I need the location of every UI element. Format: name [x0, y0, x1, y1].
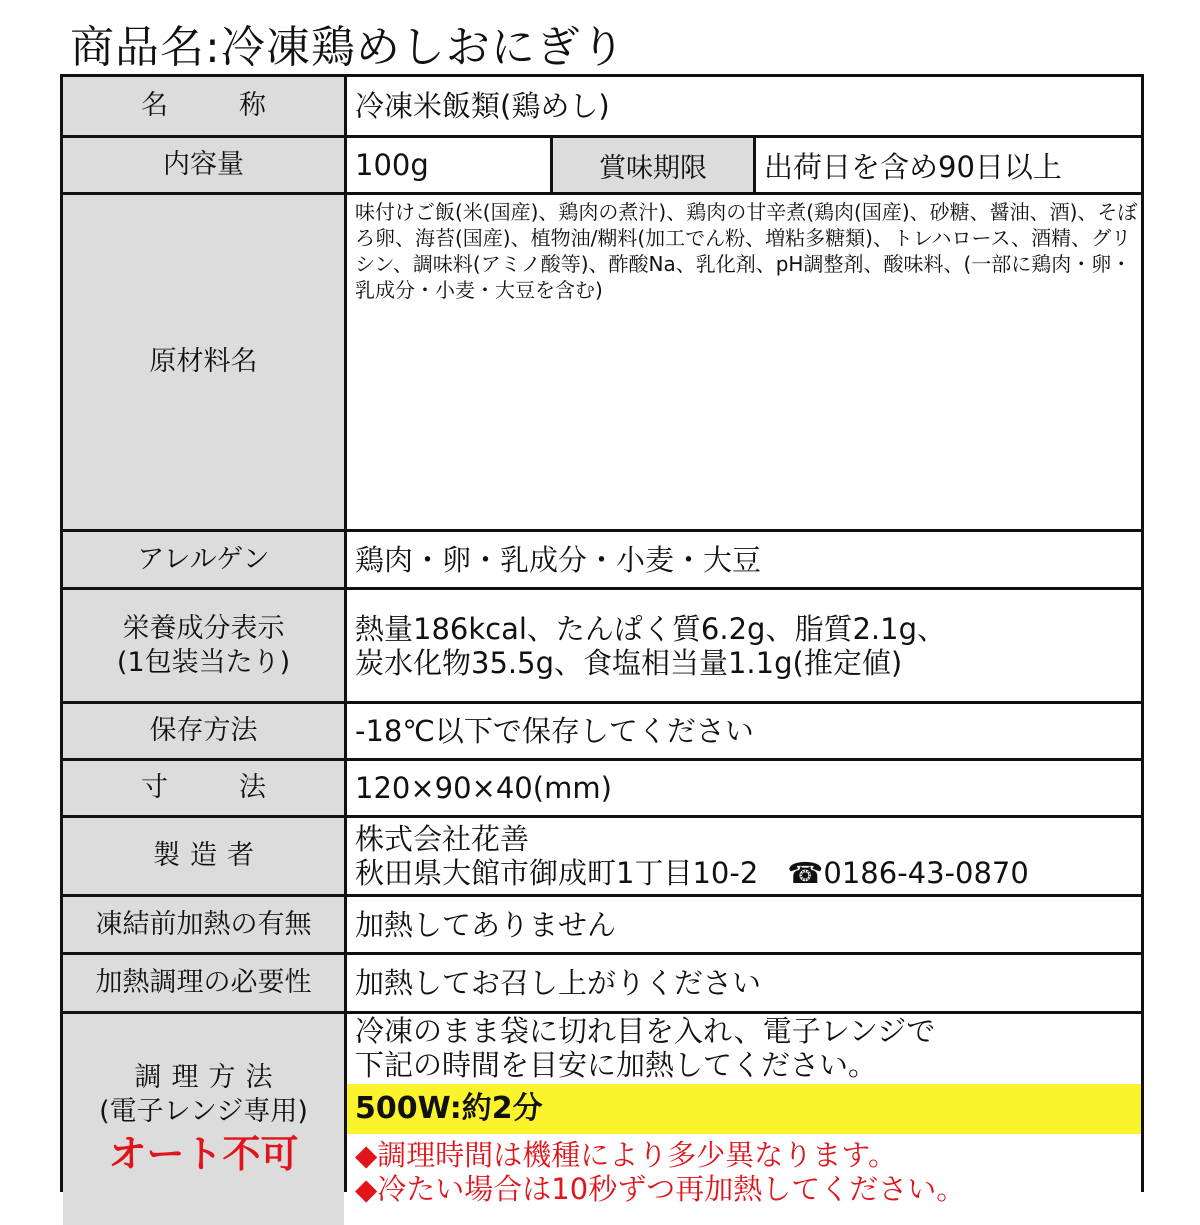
- allergen-value: 鶏肉・卵・乳成分・小麦・大豆: [347, 532, 1141, 587]
- cooking-label: [63, 1014, 344, 1225]
- allergen-label: アレルゲン: [63, 532, 344, 587]
- heat-need-value: 加熱してお召し上がりください: [347, 955, 1141, 1011]
- maker-company: 株式会社花善: [355, 822, 530, 856]
- nutrition-label-1: 栄養成分表示: [122, 612, 285, 644]
- nutrition-label: [63, 590, 344, 701]
- cooking-warning-2: ◆冷たい場合は10秒ずつ再加熱してください。: [355, 1172, 966, 1206]
- page-title: 商品名:冷凍鶏めしおにぎり: [70, 22, 626, 73]
- content-label: 内容量: [63, 138, 344, 192]
- nutrition-label-2: (1包装当たり): [116, 646, 291, 678]
- cooking-line-1: 冷凍のまま袋に切れ目を入れ、電子レンジで: [355, 1014, 936, 1048]
- content-row: [347, 138, 1141, 192]
- ingredients-value: 味付けご飯(米(国産)、鶏肉の煮汁)、鶏肉の甘辛煮(鶏肉(国産)、砂糖、醤油、酒)、そぼろ卵、海苔(国産)、植物油/糊料(加工でん粉、増粘多糖類)、トレハロース、酒精、グリシン、調味料(アミノ酸等)、酢酸Na、乳化剤、pH調整剤、酸味料、(一部に鶏肉・卵・乳成分・小麦・大豆を含む): [347, 195, 1141, 529]
- cooking-line-2: 下記の時間を目安に加熱してください。: [355, 1048, 878, 1082]
- name-label: 名 称: [63, 77, 344, 135]
- cooking-value: [347, 1014, 1141, 1225]
- storage-value: -18℃以下で保存してください: [347, 704, 1141, 758]
- maker-label: 製造者: [63, 818, 344, 894]
- maker-address: 秋田県大館市御成町1丁目10-2 ☎0186-43-0870: [355, 856, 1029, 890]
- expiry-value: 出荷日を含め90日以上: [756, 138, 1141, 192]
- heat-need-label: 加熱調理の必要性: [63, 955, 344, 1011]
- maker-value: [347, 818, 1141, 894]
- nutrition-value: [347, 590, 1141, 701]
- cooking-auto-warning: オート不可: [108, 1131, 299, 1176]
- cooking-time-highlight: 500W:約2分: [347, 1084, 1141, 1134]
- name-value: 冷凍米飯類(鶏めし): [347, 77, 1141, 135]
- nutrition-line-2: 炭水化物35.5g、食塩相当量1.1g(推定値): [355, 645, 903, 680]
- expiry-label: 賞味期限: [553, 138, 753, 192]
- ingredients-label: 原材料名: [63, 195, 344, 529]
- content-value: 100g: [347, 138, 550, 192]
- cooking-warning-1: ◆調理時間は機種により多少異なります。: [355, 1138, 897, 1172]
- nutrition-line-1: 熱量186kcal、たんぱく質6.2g、脂質2.1g、: [355, 611, 946, 646]
- cooking-label-2: (電子レンジ専用): [99, 1095, 308, 1127]
- size-value: 120×90×40(mm): [347, 761, 1141, 815]
- storage-label: 保存方法: [63, 704, 344, 758]
- cooking-label-1: 調理方法: [134, 1061, 283, 1093]
- preheat-label: 凍結前加熱の有無: [63, 897, 344, 952]
- label-table: [60, 74, 1144, 1206]
- preheat-value: 加熱してありません: [347, 897, 1141, 952]
- size-label: 寸 法: [63, 761, 344, 815]
